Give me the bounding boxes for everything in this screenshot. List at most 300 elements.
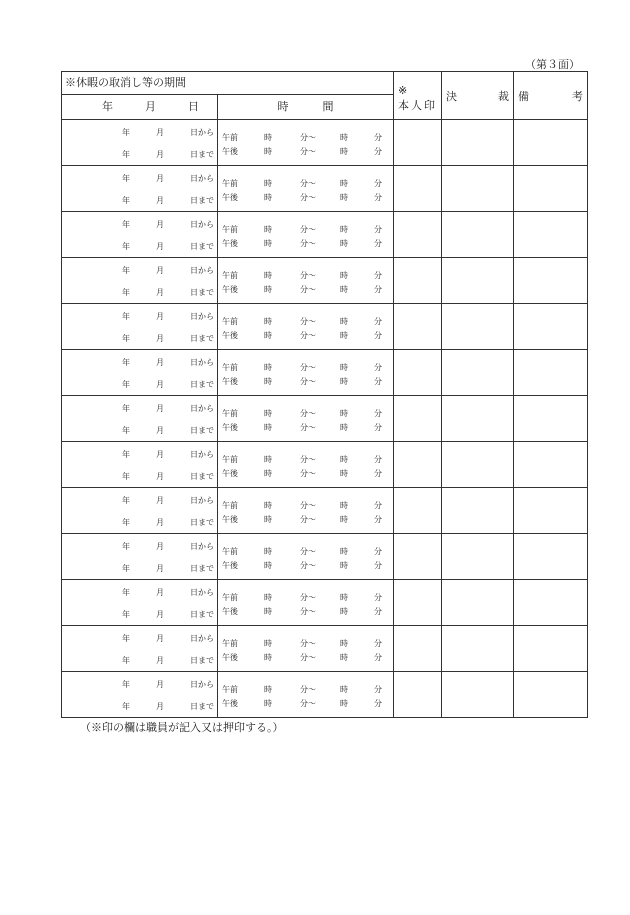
kessai-cell[interactable] [442,442,514,488]
kessai-cell[interactable] [442,304,514,350]
inkan-cell[interactable] [394,534,442,580]
hour-label: 時 [340,147,348,156]
from-label: 日から [190,266,214,275]
month-label: 月 [156,426,164,435]
am-label: 午前 [222,179,238,188]
until-label: 日まで [190,610,214,619]
date-cell[interactable] [62,258,218,304]
time-cell[interactable] [218,120,394,166]
year-label: 年 [122,404,130,413]
hour-label: 時 [264,317,272,326]
month-label: 月 [156,404,164,413]
minute-label: 分 [374,193,382,202]
time-cell[interactable] [218,672,394,718]
from-label: 日から [190,496,214,505]
minute-label: 分 [374,225,382,234]
minute-label: 分 [374,285,382,294]
biko-cell[interactable] [514,672,588,718]
minute-range-label: 分～ [300,469,316,478]
hour-label: 時 [264,147,272,156]
date-cell[interactable] [62,626,218,672]
kessai-cell[interactable] [442,120,514,166]
biko-cell[interactable] [514,304,588,350]
time-cell[interactable] [218,488,394,534]
year-label: 年 [122,610,130,619]
minute-range-label: 分～ [300,363,316,372]
biko-cell[interactable] [514,212,588,258]
year-label: 年 [122,312,130,321]
minute-range-label: 分～ [300,147,316,156]
hour-label: 時 [264,423,272,432]
kessai-cell[interactable] [442,580,514,626]
inkan-cell[interactable] [394,212,442,258]
inkan-cell[interactable] [394,672,442,718]
hour-label: 時 [340,179,348,188]
minute-range-label: 分～ [300,685,316,694]
kessai-char-2: 裁 [498,90,509,103]
pm-label: 午後 [222,331,238,340]
hour-label: 時 [264,501,272,510]
hour-label: 時 [340,561,348,570]
until-label: 日まで [190,196,214,205]
hour-label: 時 [264,179,272,188]
minute-range-label: 分～ [300,699,316,708]
from-label: 日から [190,588,214,597]
year-label: 年 [122,634,130,643]
minute-range-label: 分～ [300,285,316,294]
hour-label: 時 [340,409,348,418]
minute-range-label: 分～ [300,225,316,234]
entry-row [62,626,588,672]
pm-label: 午後 [222,423,238,432]
biko-cell[interactable] [514,580,588,626]
month-label: 月 [156,496,164,505]
hour-label: 時 [264,409,272,418]
time-cell[interactable] [218,534,394,580]
time-cell[interactable] [218,626,394,672]
minute-label: 分 [374,331,382,340]
minute-label: 分 [374,317,382,326]
inkan-cell[interactable] [394,626,442,672]
hour-label: 時 [340,653,348,662]
minute-label: 分 [374,239,382,248]
hour-label: 時 [264,561,272,570]
date-cell[interactable] [62,120,218,166]
hour-label: 時 [264,133,272,142]
month-label: 月 [156,518,164,527]
until-label: 日まで [190,702,214,711]
minute-label: 分 [374,639,382,648]
hour-label: 時 [340,239,348,248]
pm-label: 午後 [222,147,238,156]
entry-row [62,534,588,580]
month-label: 月 [156,656,164,665]
time-header-char-2: 間 [322,100,334,113]
entry-row [62,488,588,534]
date-cell[interactable] [62,212,218,258]
entry-row [62,580,588,626]
entry-row [62,396,588,442]
hour-label: 時 [340,547,348,556]
year-label: 年 [122,542,130,551]
kessai-cell[interactable] [442,672,514,718]
until-label: 日まで [190,334,214,343]
hour-label: 時 [264,593,272,602]
until-label: 日まで [190,472,214,481]
hour-label: 時 [264,225,272,234]
kessai-cell[interactable] [442,350,514,396]
inkan-cell[interactable] [394,488,442,534]
inkan-cell[interactable] [394,304,442,350]
year-label: 年 [122,564,130,573]
minute-label: 分 [374,377,382,386]
pm-label: 午後 [222,193,238,202]
minute-range-label: 分～ [300,239,316,248]
year-label: 年 [122,588,130,597]
hour-label: 時 [264,639,272,648]
entry-row [62,258,588,304]
date-cell[interactable] [62,304,218,350]
minute-label: 分 [374,515,382,524]
pm-label: 午後 [222,653,238,662]
month-label: 月 [156,472,164,481]
biko-char-2: 考 [572,90,583,103]
kessai-cell[interactable] [442,166,514,212]
kessai-cell[interactable] [442,534,514,580]
month-label: 月 [156,334,164,343]
kessai-char-1: 決 [446,90,457,103]
hour-label: 時 [264,331,272,340]
minute-range-label: 分～ [300,377,316,386]
minute-label: 分 [374,423,382,432]
month-label: 月 [156,588,164,597]
hour-label: 時 [264,239,272,248]
date-cell[interactable] [62,488,218,534]
time-cell[interactable] [218,396,394,442]
footnote: （※印の欄は職員が記入又は押印する。） [80,721,284,734]
hour-label: 時 [340,363,348,372]
page-label: （第３面） [525,58,580,71]
until-label: 日まで [190,564,214,573]
from-label: 日から [190,312,214,321]
year-label: 年 [122,656,130,665]
month-label: 月 [156,702,164,711]
date-cell[interactable] [62,396,218,442]
month-label: 月 [156,634,164,643]
month-label: 月 [156,196,164,205]
year-label: 年 [122,426,130,435]
month-label: 月 [156,450,164,459]
minute-range-label: 分～ [300,515,316,524]
am-label: 午前 [222,363,238,372]
from-label: 日から [190,128,214,137]
hour-label: 時 [340,133,348,142]
time-cell[interactable] [218,442,394,488]
hour-label: 時 [340,607,348,616]
entry-row [62,212,588,258]
until-label: 日まで [190,242,214,251]
period-title: ※休暇の取消し等の期間 [62,72,394,95]
minute-label: 分 [374,455,382,464]
minute-label: 分 [374,179,382,188]
biko-cell[interactable] [514,534,588,580]
hour-label: 時 [340,377,348,386]
hour-label: 時 [264,455,272,464]
biko-cell[interactable] [514,258,588,304]
month-label: 月 [156,542,164,551]
year-header: 年 [102,100,113,113]
hour-label: 時 [264,699,272,708]
pm-label: 午後 [222,607,238,616]
from-label: 日から [190,174,214,183]
minute-label: 分 [374,547,382,556]
time-cell[interactable] [218,258,394,304]
entry-row [62,442,588,488]
year-label: 年 [122,496,130,505]
year-label: 年 [122,174,130,183]
minute-range-label: 分～ [300,547,316,556]
year-label: 年 [122,196,130,205]
hour-label: 時 [264,547,272,556]
inkan-cell[interactable] [394,442,442,488]
hour-label: 時 [340,515,348,524]
minute-range-label: 分～ [300,653,316,662]
month-label: 月 [156,380,164,389]
time-cell[interactable] [218,304,394,350]
biko-cell[interactable] [514,350,588,396]
inkan-cell[interactable] [394,258,442,304]
month-label: 月 [156,358,164,367]
minute-label: 分 [374,271,382,280]
year-label: 年 [122,680,130,689]
minute-range-label: 分～ [300,561,316,570]
hour-label: 時 [264,515,272,524]
minute-label: 分 [374,699,382,708]
year-label: 年 [122,380,130,389]
am-label: 午前 [222,133,238,142]
year-label: 年 [122,450,130,459]
hour-label: 時 [264,285,272,294]
from-label: 日から [190,542,214,551]
year-label: 年 [122,334,130,343]
hour-label: 時 [340,285,348,294]
from-label: 日から [190,634,214,643]
year-label: 年 [122,266,130,275]
month-label: 月 [156,288,164,297]
inkan-label: 本人印 [398,99,437,112]
inkan-cell[interactable] [394,166,442,212]
date-cell[interactable] [62,580,218,626]
hour-label: 時 [340,271,348,280]
year-label: 年 [122,358,130,367]
am-label: 午前 [222,685,238,694]
minute-range-label: 分～ [300,179,316,188]
minute-range-label: 分～ [300,501,316,510]
am-label: 午前 [222,409,238,418]
kessai-cell[interactable] [442,488,514,534]
pm-label: 午後 [222,699,238,708]
hour-label: 時 [264,271,272,280]
time-cell[interactable] [218,212,394,258]
minute-label: 分 [374,133,382,142]
minute-label: 分 [374,561,382,570]
minute-label: 分 [374,607,382,616]
until-label: 日まで [190,518,214,527]
pm-label: 午後 [222,515,238,524]
pm-label: 午後 [222,239,238,248]
date-cell[interactable] [62,442,218,488]
date-header [62,95,218,120]
minute-range-label: 分～ [300,593,316,602]
month-label: 月 [156,242,164,251]
until-label: 日まで [190,380,214,389]
month-label: 月 [156,312,164,321]
date-cell[interactable] [62,166,218,212]
minute-range-label: 分～ [300,193,316,202]
am-label: 午前 [222,317,238,326]
pm-label: 午後 [222,469,238,478]
hour-label: 時 [340,469,348,478]
time-cell[interactable] [218,166,394,212]
time-header [218,95,394,120]
pm-label: 午後 [222,561,238,570]
biko-cell[interactable] [514,120,588,166]
am-label: 午前 [222,547,238,556]
minute-range-label: 分～ [300,317,316,326]
year-label: 年 [122,128,130,137]
minute-label: 分 [374,147,382,156]
minute-range-label: 分～ [300,133,316,142]
inkan-mark: ※ [398,84,408,97]
month-label: 月 [156,564,164,573]
biko-cell[interactable] [514,442,588,488]
time-cell[interactable] [218,350,394,396]
date-cell[interactable] [62,534,218,580]
month-label: 月 [156,266,164,275]
kessai-cell[interactable] [442,626,514,672]
from-label: 日から [190,404,214,413]
hour-label: 時 [264,377,272,386]
hour-label: 時 [340,699,348,708]
hour-label: 時 [340,455,348,464]
year-label: 年 [122,150,130,159]
minute-range-label: 分～ [300,409,316,418]
biko-header [514,72,588,120]
date-cell[interactable] [62,672,218,718]
hour-label: 時 [340,423,348,432]
am-label: 午前 [222,501,238,510]
month-label: 月 [156,150,164,159]
month-label: 月 [156,128,164,137]
hour-label: 時 [340,193,348,202]
inkan-cell[interactable] [394,580,442,626]
hour-label: 時 [264,193,272,202]
kessai-cell[interactable] [442,396,514,442]
until-label: 日まで [190,150,214,159]
biko-cell[interactable] [514,396,588,442]
month-label: 月 [156,220,164,229]
inkan-cell[interactable] [394,396,442,442]
entry-row [62,120,588,166]
hour-label: 時 [264,685,272,694]
hour-label: 時 [340,331,348,340]
year-label: 年 [122,472,130,481]
hour-label: 時 [340,501,348,510]
year-label: 年 [122,242,130,251]
minute-label: 分 [374,501,382,510]
hour-label: 時 [340,593,348,602]
biko-cell[interactable] [514,626,588,672]
kessai-cell[interactable] [442,258,514,304]
from-label: 日から [190,680,214,689]
minute-label: 分 [374,653,382,662]
hour-label: 時 [340,685,348,694]
minute-label: 分 [374,469,382,478]
entry-row [62,304,588,350]
month-label: 月 [156,680,164,689]
date-cell[interactable] [62,350,218,396]
from-label: 日から [190,450,214,459]
hour-label: 時 [264,363,272,372]
pm-label: 午後 [222,377,238,386]
entry-row [62,350,588,396]
entry-row [62,166,588,212]
hour-label: 時 [264,607,272,616]
entry-row [62,672,588,718]
pm-label: 午後 [222,285,238,294]
minute-range-label: 分～ [300,639,316,648]
year-label: 年 [122,702,130,711]
until-label: 日まで [190,656,214,665]
day-header: 日 [188,100,199,113]
hour-label: 時 [340,639,348,648]
biko-cell[interactable] [514,166,588,212]
time-cell[interactable] [218,580,394,626]
inkan-cell[interactable] [394,350,442,396]
hour-label: 時 [340,317,348,326]
am-label: 午前 [222,225,238,234]
kessai-cell[interactable] [442,212,514,258]
minute-label: 分 [374,593,382,602]
leave-cancellation-table [61,71,588,718]
hour-label: 時 [340,225,348,234]
month-header: 月 [145,100,156,113]
year-label: 年 [122,518,130,527]
minute-range-label: 分～ [300,607,316,616]
inkan-cell[interactable] [394,120,442,166]
month-label: 月 [156,610,164,619]
year-label: 年 [122,288,130,297]
until-label: 日まで [190,288,214,297]
minute-range-label: 分～ [300,423,316,432]
minute-range-label: 分～ [300,455,316,464]
until-label: 日まで [190,426,214,435]
minute-range-label: 分～ [300,331,316,340]
am-label: 午前 [222,271,238,280]
biko-cell[interactable] [514,488,588,534]
am-label: 午前 [222,639,238,648]
am-label: 午前 [222,593,238,602]
from-label: 日から [190,358,214,367]
hour-label: 時 [264,653,272,662]
year-label: 年 [122,220,130,229]
inkan-header [394,72,442,120]
minute-range-label: 分～ [300,271,316,280]
biko-char-1: 備 [518,90,529,103]
kessai-header [442,72,514,120]
minute-label: 分 [374,685,382,694]
month-label: 月 [156,174,164,183]
